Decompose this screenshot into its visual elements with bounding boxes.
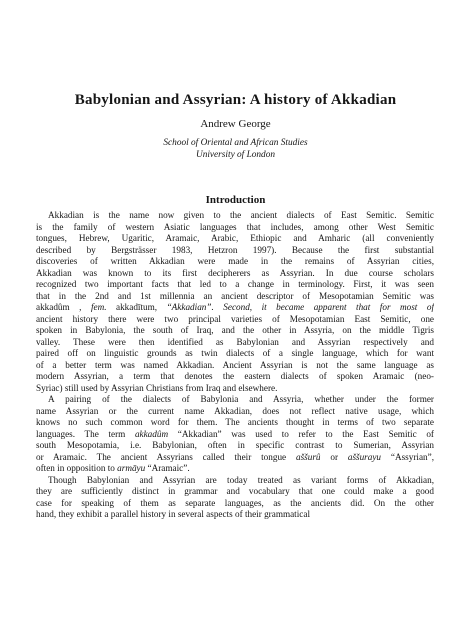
text-run: tongues, Hebrew, Ugaritic, Aramaic, Arabic, Ethiopic and Amharic (all conveniently xyxy=(36,233,434,243)
affiliation-school: School of Oriental and African Studies xyxy=(163,138,308,148)
affiliation-university: University of London xyxy=(195,150,276,160)
text-run: discoveries of written Akkadian were made in the remains of Assyrian cities, xyxy=(36,256,434,266)
text-run: ancient history there were two principal varieties of Mesopotamian East Semitic, one xyxy=(36,313,434,324)
text-run: recognized two important facts that led to a change in terminology. First, it was seen xyxy=(36,279,434,289)
text-run: valley. These were then identified as Babylonian and Assyrian respectively and xyxy=(36,336,434,347)
text-line xyxy=(36,371,434,383)
text-line xyxy=(36,417,434,429)
text-line xyxy=(36,429,434,441)
text-line xyxy=(36,394,434,406)
text-run: paired off on linguistic grounds as twin dialects of a single language, which for want xyxy=(36,348,434,358)
body-paragraph xyxy=(36,394,434,475)
text-run: akkadûm xyxy=(36,302,70,312)
italic-term: , “Akkadian”. Second, it became apparent that for most of xyxy=(154,302,434,312)
text-run: akkadītum xyxy=(116,302,155,312)
paper-title: Babylonian and Assyrian: A history of Akkadian xyxy=(74,92,397,108)
text-line xyxy=(36,314,434,326)
text-run: described by Bergsträsser 1983, Hetzron 1997). Because the first substantial xyxy=(36,244,434,255)
text-run: A pairing of the dialects of Babylonia and Assyria, whether under the former xyxy=(48,394,434,404)
body-text xyxy=(36,210,434,521)
text-run: name Assyrian or the current name Akkadian, does not reflect native usage, which xyxy=(36,405,434,416)
text-line xyxy=(36,509,434,521)
text-line xyxy=(36,325,434,337)
text-run: spoken in Babylonia, the south of Iraq, and the other in Assyria, on the middle Tigris xyxy=(36,325,434,335)
text-run: “Akkadian” was used to refer to the East Semitic of xyxy=(168,428,434,439)
text-line xyxy=(36,452,434,464)
text-run: or Aramaic. The ancient Assyrians called their tongue xyxy=(36,451,296,462)
text-line xyxy=(36,256,434,268)
section-heading: Introduction xyxy=(205,194,266,206)
text-line xyxy=(36,348,434,360)
text-run: Akkadian is the name now given to the ancient dialects of East Semitic. Semitic xyxy=(48,210,434,220)
text-line xyxy=(36,463,434,475)
text-line xyxy=(36,498,434,510)
text-line xyxy=(36,222,434,234)
text-run: knows no such common word for them. The ancients thought in terms of two separate xyxy=(36,417,434,427)
text-line xyxy=(36,233,434,245)
italic-term: aššurû xyxy=(295,451,321,462)
italic-term: akkadûm xyxy=(134,428,169,439)
text-run: they are sufficiently distinct in grammar and vocabulary that one could make a good xyxy=(36,486,434,496)
text-run: that in the 2nd and 1st millennia an ancient descriptor of Mesopotamian Semitic was xyxy=(36,290,434,301)
text-line xyxy=(36,337,434,349)
text-line xyxy=(36,291,434,303)
author-name: Andrew George xyxy=(200,118,271,130)
text-run: case for speaking of them as separate languages, as the ancients did. On the other xyxy=(36,497,434,508)
text-run: often in opposition to xyxy=(36,463,118,473)
italic-term: armāyu xyxy=(117,463,146,473)
text-run: modern Assyrian, a term that denotes the eastern dialects of spoken Aramaic (neo- xyxy=(36,371,434,381)
text-line xyxy=(36,360,434,372)
text-run: hand, they exhibit a parallel history in several aspects of their grammatical xyxy=(36,509,310,519)
text-run: is the family of western Asiatic languages that includes, among other West Semitic xyxy=(36,221,434,232)
text-line xyxy=(36,210,434,222)
text-run: south Mesopotamia, i.e. Babylonian, often in specific contrast to Sumerian, Assyrian xyxy=(36,440,434,450)
text-line xyxy=(36,383,434,395)
text-line xyxy=(36,475,434,487)
text-run: “Aramaic”. xyxy=(145,463,190,473)
text-line xyxy=(36,440,434,452)
text-line xyxy=(36,245,434,257)
text-run: of a better term was named Akkadian. Ancient Assyrian is not the same language as xyxy=(36,359,434,370)
text-run: “Assyrian”, xyxy=(381,451,434,462)
text-line xyxy=(36,268,434,280)
text-run: Akkadian was known to its first decipherers as Assyrian. In due course scholars xyxy=(36,267,434,278)
body-paragraph xyxy=(36,475,434,521)
text-run: or xyxy=(320,451,348,462)
italic-term: aššurayu xyxy=(347,451,382,462)
italic-term: , fem. xyxy=(69,302,116,312)
text-line xyxy=(36,279,434,291)
text-line xyxy=(36,302,434,314)
text-line xyxy=(36,406,434,418)
text-run: languages. The term xyxy=(36,428,135,439)
text-run: Syriac) still used by Assyrian Christians from Iraq and elsewhere. xyxy=(36,382,278,393)
text-run: Though Babylonian and Assyrian are today treated as variant forms of Akkadian, xyxy=(48,474,434,485)
text-line xyxy=(36,486,434,498)
body-paragraph xyxy=(36,210,434,394)
